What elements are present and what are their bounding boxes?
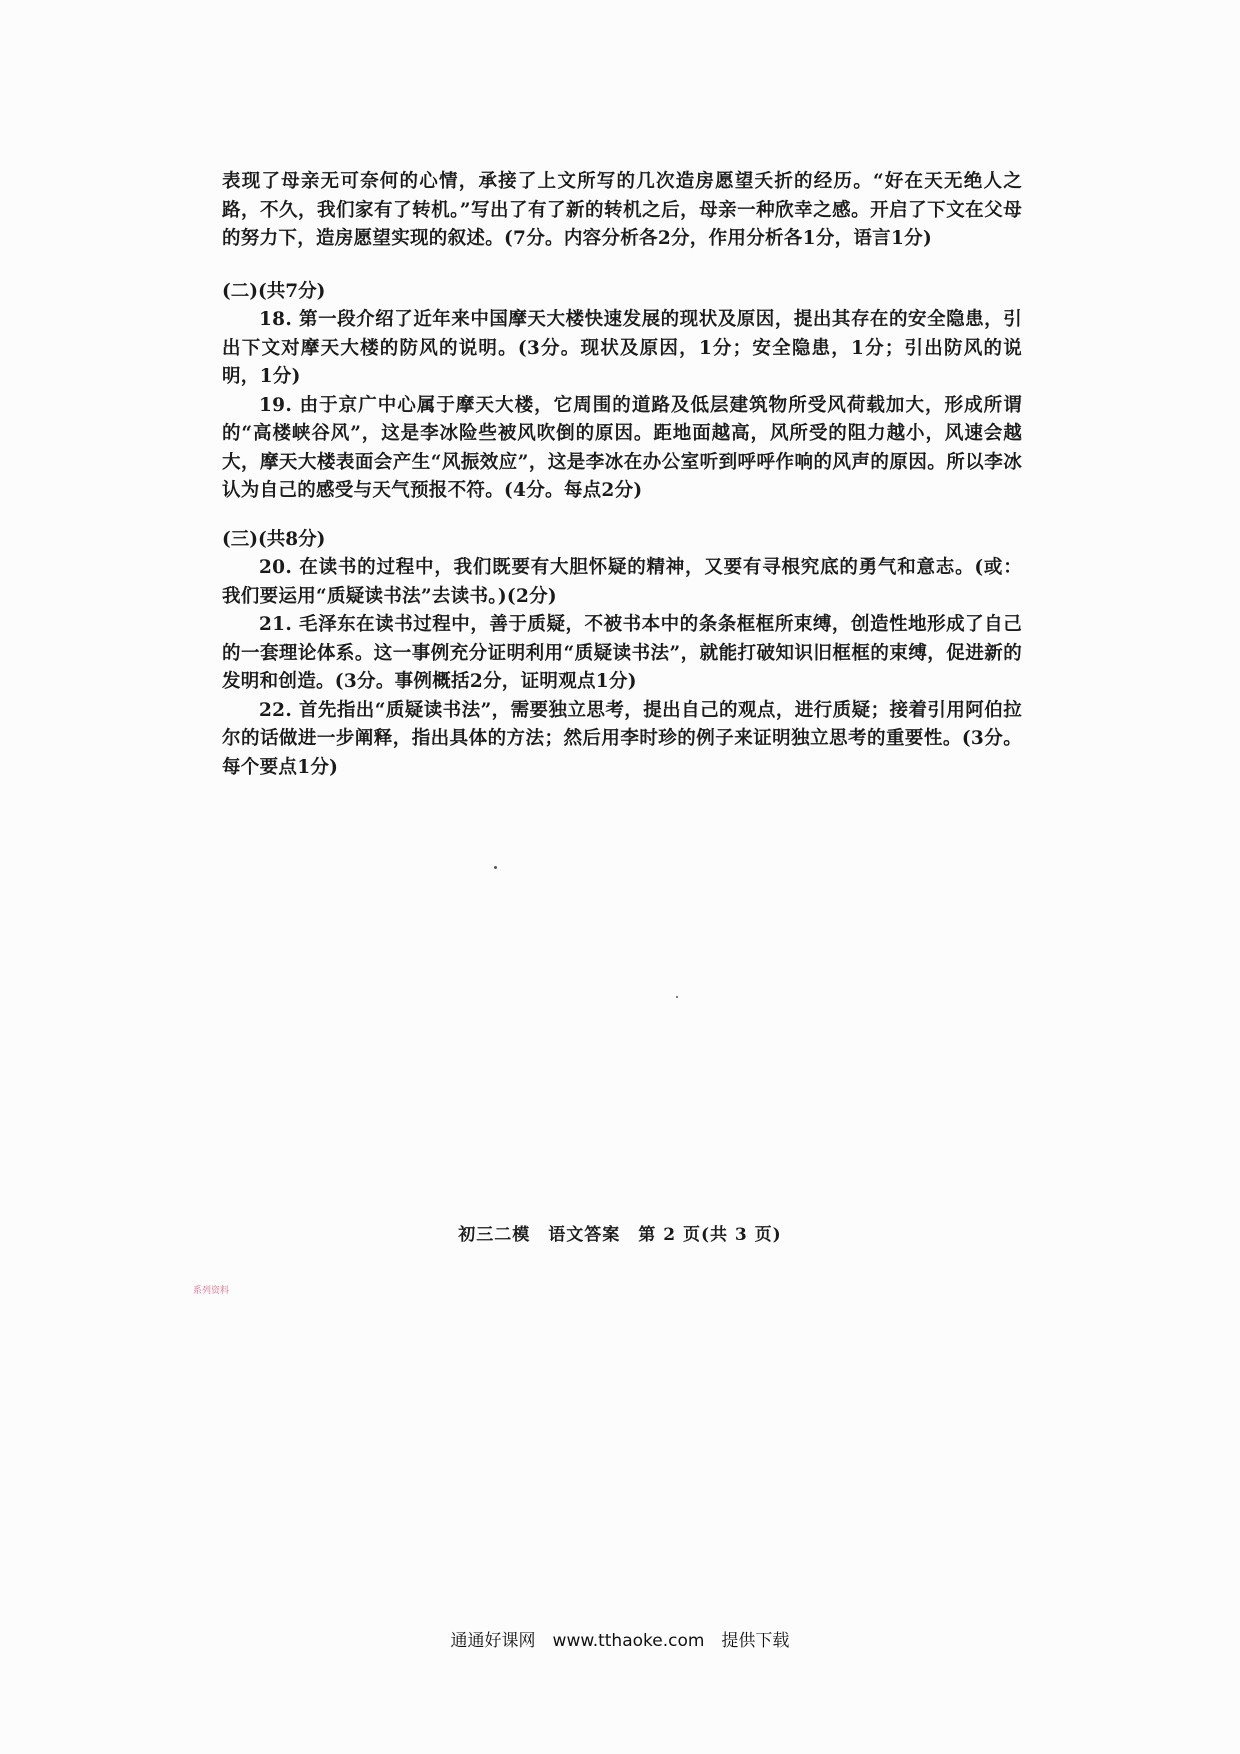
section-3-heading: (三)(共8分) (222, 528, 326, 550)
answer-q19: 19. 由于京广中心属于摩天大楼，它周围的道路及低层建筑物所受风荷载加大，形成所谓的“高楼峡谷风”，这是李冰险些被风吹倒的原因。距地面越高，风所受的阻力越小，风速会越大，摩天大楼表面会产生“风振效应”，这是李冰在办公室听到呼呼作响的风声的原因。所以李冰认为自己的感受与天气预报不符。(4分。每点2分) (222, 394, 1022, 501)
series-note: 系列资料 (193, 1286, 230, 1296)
answer-q22: 22. 首先指出“质疑读书法”，需要独立思考，提出自己的观点，进行质疑；接着引用阿伯拉尔的话做进一步阐释，指出具体的方法；然后用李时珍的例子来证明独立思考的重要性。(3分。每个要点1分) (222, 699, 1022, 778)
scan-speck (494, 866, 497, 869)
page-number-footer: 初三二模 语文答案 第 2 页(共 3 页) (458, 1225, 782, 1245)
answer-paragraph-continuation: 表现了母亲无可奈何的心情，承接了上文所写的几次造房愿望夭折的经历。“好在天无绝人之路，不久，我们家有了转机。”写出了有了新的转机之后，母亲一种欣幸之感。开启了下文在父母的努力下，造房愿望实现的叙述。(7分。内容分析各2分，作用分析各1分，语言1分) (222, 171, 1022, 249)
answer-q20: 20. 在读书的过程中，我们既要有大胆怀疑的精神，又要有寻根究底的勇气和意志。(或：我们要运用“质疑读书法”去读书。)(2分) (222, 557, 1022, 607)
spacer (222, 506, 1022, 526)
site-credit-footer: 通通好课网 www.tthaoke.com 提供下载 (450, 1631, 790, 1651)
scan-speck (676, 996, 678, 998)
spacer (222, 254, 1022, 278)
answer-q18: 18. 第一段介绍了近年来中国摩天大楼快速发展的现状及原因，提出其存在的安全隐患，引出下文对摩天大楼的防风的说明。(3分。现状及原因，1分；安全隐患，1分；引出防风的说明，1分) (222, 309, 1022, 387)
answer-content (222, 168, 1022, 782)
answer-q21: 21. 毛泽东在读书过程中，善于质疑，不被书本中的条条框框所束缚，创造性地形成了自己的一套理论体系。这一事例充分证明利用“质疑读书法”，就能打破知识旧框框的束缚，促进新的发明和创造。(3分。事例概括2分，证明观点1分) (222, 614, 1022, 692)
section-2-heading: (二)(共7分) (222, 280, 326, 302)
